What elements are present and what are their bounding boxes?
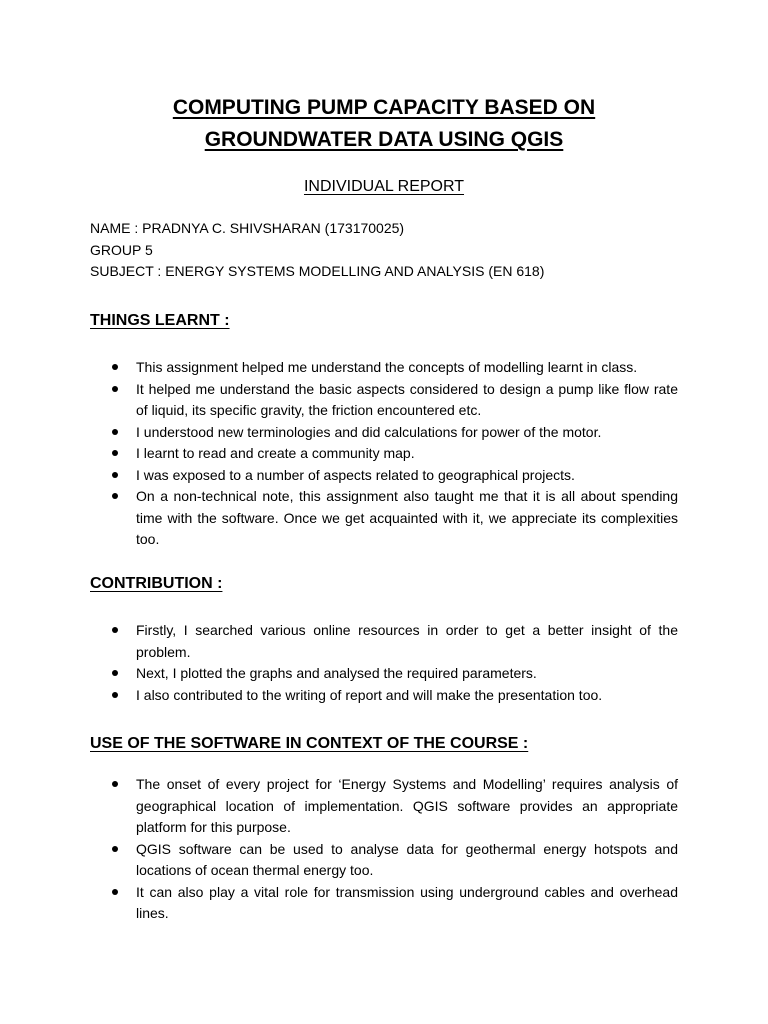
list-item-text: This assignment helped me understand the concepts of modelling learnt in class. [136, 359, 638, 375]
list-item-text: Firstly, I searched various online resources in order to get a better insight of the problem. [136, 622, 678, 660]
bullet-icon [112, 429, 118, 435]
list-item-text: I also contributed to the writing of report and will make the presentation too. [136, 686, 603, 703]
contribution-heading: CONTRIBUTION : [90, 575, 223, 592]
document-title-line-1: COMPUTING PUMP CAPACITY BASED ON [172, 96, 596, 119]
list-item-text: Next, I plotted the graphs and analysed the required parameters. [136, 665, 537, 681]
list-item-text: I understood new terminologies and did calculations for power of the motor. [136, 423, 602, 440]
document-title-line-2: GROUNDWATER DATA USING QGIS [204, 128, 564, 151]
list-item [110, 882, 678, 925]
bullet-icon [112, 472, 118, 478]
bullet-icon [112, 364, 118, 370]
list-item [110, 486, 678, 551]
author-name: NAME : PRADNYA C. SHIVSHARAN (173170025) [90, 220, 405, 236]
list-item [110, 685, 678, 707]
list-item [110, 774, 678, 839]
list-item [110, 465, 678, 487]
bullet-icon [112, 781, 118, 787]
software-use-list [110, 774, 678, 925]
bullet-icon [112, 386, 118, 392]
list-item-text: It helped me understand the basic aspects considered to design a pump like flow rate of liquid, its specific gravity, the friction encountered etc. [136, 380, 678, 418]
list-item [110, 443, 678, 465]
group-number: GROUP 5 [90, 241, 153, 258]
things-learnt-list [110, 357, 678, 551]
author-info [90, 218, 544, 283]
bullet-icon [112, 692, 118, 698]
contribution-list [110, 620, 678, 706]
list-item-text: I learnt to read and create a community map. [136, 445, 415, 461]
list-item-text: QGIS software can be used to analyse data for geothermal energy hotspots and locations of ocean thermal energy too. [136, 840, 678, 878]
list-item-text: It can also play a vital role for transmission using underground cables and overhead lines. [136, 883, 678, 921]
subject-line: SUBJECT : ENERGY SYSTEMS MODELLING AND ANALYSIS (EN 618) [90, 263, 545, 279]
software-use-heading: USE OF THE SOFTWARE IN CONTEXT OF THE COURSE : [90, 735, 529, 752]
list-item [110, 663, 678, 685]
list-item [110, 620, 678, 663]
list-item [110, 422, 678, 444]
list-item [110, 379, 678, 422]
bullet-icon [112, 889, 118, 895]
list-item-text: The onset of every project for ‘Energy Systems and Modelling’ requires analysis of geographical location of implementation. QGIS software provides an appropriate platform for this purpose. [136, 776, 678, 835]
bullet-icon [112, 450, 118, 456]
bullet-icon [112, 493, 118, 499]
list-item-text: I was exposed to a number of aspects related to geographical projects. [136, 466, 575, 483]
bullet-icon [112, 846, 118, 852]
bullet-icon [112, 627, 118, 633]
list-item-text: On a non-technical note, this assignment also taught me that it is all about spending time with the software. Once we get acquainted with it, we appreciate its complexities too. [136, 488, 678, 547]
bullet-icon [112, 670, 118, 676]
list-item [110, 357, 678, 379]
list-item [110, 839, 678, 882]
report-subtitle: INDIVIDUAL REPORT [303, 178, 465, 195]
things-learnt-heading: THINGS LEARNT : [90, 312, 230, 329]
